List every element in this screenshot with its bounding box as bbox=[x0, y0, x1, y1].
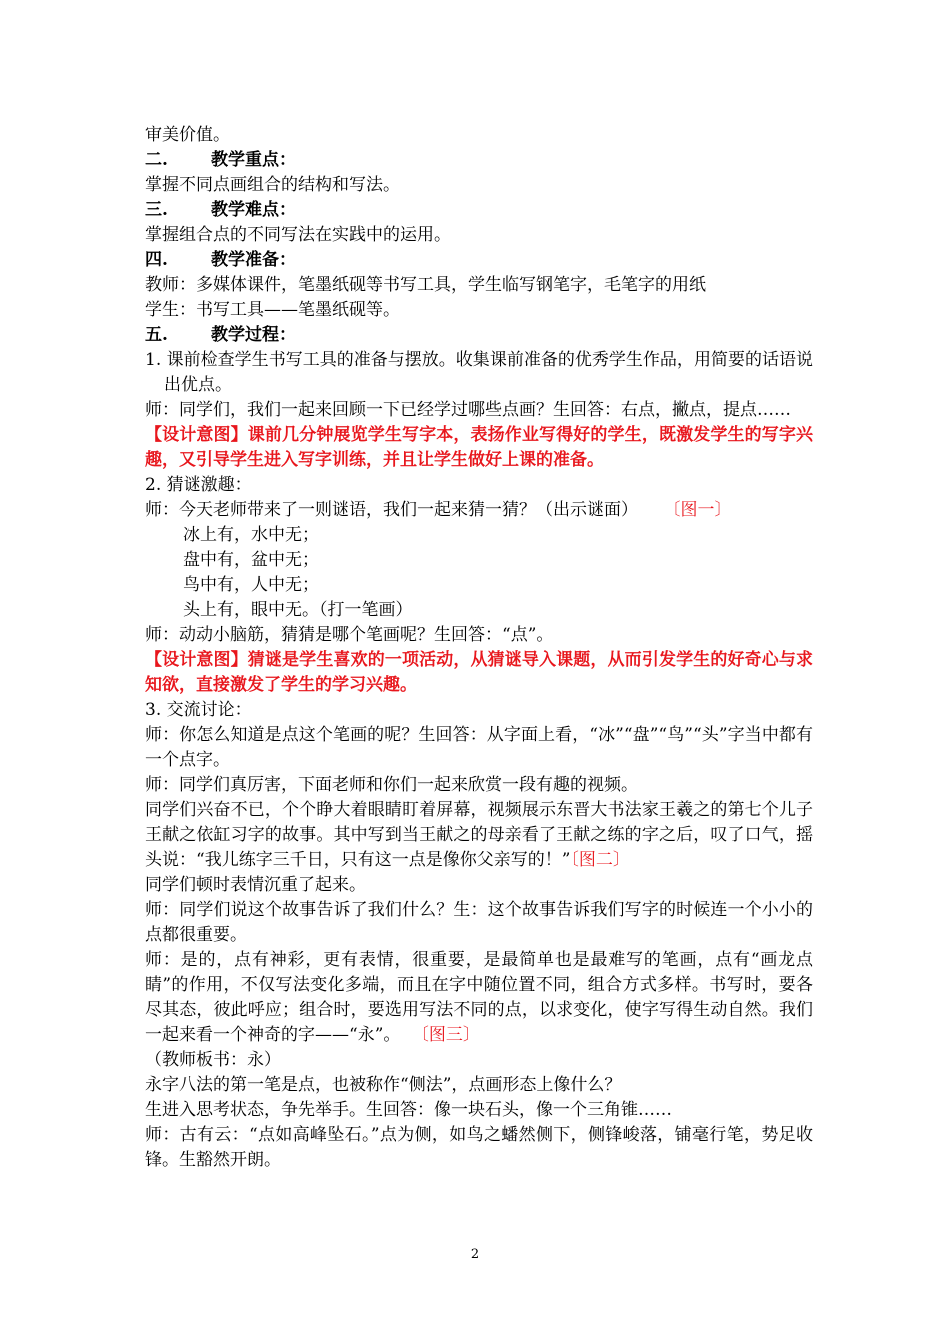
paragraph bbox=[145, 948, 813, 1048]
figure-ref-2: 〔图二〕 bbox=[570, 850, 630, 870]
section-heading-2 bbox=[145, 148, 813, 173]
paragraph: 师：同学们说这个故事告诉了我们什么？生：这个故事告诉我们写字的时候连一个小小的点都很重要。 bbox=[145, 900, 813, 945]
numbered-item-3: 3. 交流讨论： bbox=[145, 700, 252, 720]
numbered-item-2: 2. 猜谜激趣： bbox=[145, 475, 252, 495]
heading-text: 教学过程： bbox=[211, 325, 296, 345]
paragraph-text: 师：今天老师带来了一则谜语，我们一起来猜一猜？（出示谜面） bbox=[145, 500, 638, 520]
paragraph: （教师板书：永） bbox=[145, 1050, 281, 1070]
riddle-line: 盘中有，盆中无； bbox=[183, 550, 319, 570]
paragraph: 掌握不同点画组合的结构和写法。 bbox=[145, 175, 400, 195]
heading-number: 五. bbox=[145, 325, 168, 345]
section-heading-5 bbox=[145, 323, 813, 348]
paragraph bbox=[145, 498, 813, 523]
section-heading-3 bbox=[145, 198, 813, 223]
heading-text: 教学重点： bbox=[211, 150, 296, 170]
figure-ref-3: 〔图三〕 bbox=[420, 1025, 480, 1045]
paragraph: 师：同学们真厉害，下面老师和你们一起来欣赏一段有趣的视频。 bbox=[145, 775, 638, 795]
paragraph: 师：同学们，我们一起来回顾一下已经学过哪些点画？生回答：右点，撇点，提点…… bbox=[145, 400, 791, 420]
paragraph: 师：动动小脑筋，猜猜是哪个笔画呢？生回答：“点”。 bbox=[145, 625, 554, 645]
design-intent-note: 【设计意图】课前几分钟展览学生写字本，表扬作业写得好的学生，既激发学生的写字兴趣，又引导学生进入写字训练，并且让学生做好上课的准备。 bbox=[145, 425, 813, 470]
heading-number: 四. bbox=[145, 250, 168, 270]
paragraph bbox=[145, 798, 813, 873]
heading-number: 三. bbox=[145, 200, 168, 220]
heading-number: 二. bbox=[145, 150, 168, 170]
numbered-item-1: 1. 课前检查学生书写工具的准备与摆放。收集课前准备的优秀学生作品，用简要的话语说出优点。 bbox=[145, 350, 813, 395]
paragraph-text: 师：是的，点有神彩，更有表情，很重要，是最简单也是最难写的笔画，点有“画龙点睛”的作用，不仅写法变化多端，而且在字中随位置不同，组合方式多样。书写时，要各尽其态，彼此呼应；组合时，要选用写法不同的点，以求变化，使字写得生动自然。我们一起来看一个神奇的字——“永”。 bbox=[145, 950, 813, 1045]
paragraph: 师：你怎么知道是点这个笔画的呢？生回答：从字面上看，“冰”“盘”“鸟”“头”字当中都有一个点字。 bbox=[145, 725, 813, 770]
paragraph: 学生：书写工具——笔墨纸砚等。 bbox=[145, 300, 400, 320]
paragraph: 同学们顿时表情沉重了起来。 bbox=[145, 875, 366, 895]
section-heading-4 bbox=[145, 248, 813, 273]
riddle-line: 冰上有，水中无； bbox=[183, 525, 319, 545]
paragraph: 生进入思考状态，争先举手。生回答：像一块石头，像一个三角锥…… bbox=[145, 1100, 672, 1120]
riddle-line: 头上有，眼中无。（打一笔画） bbox=[183, 600, 413, 620]
paragraph: 掌握组合点的不同写法在实践中的运用。 bbox=[145, 225, 451, 245]
riddle-line: 鸟中有，人中无； bbox=[183, 575, 319, 595]
page-number: 2 bbox=[470, 1247, 480, 1262]
paragraph: 教师：多媒体课件，笔墨纸砚等书写工具，学生临写钢笔字，毛笔字的用纸 bbox=[145, 275, 706, 295]
figure-ref-1: 〔图一〕 bbox=[672, 500, 732, 520]
paragraph: 师：古有云：“点如高峰坠石。”点为侧，如鸟之蟠然侧下，侧锋峻落，铺毫行笔，势足收锋。生豁然开朗。 bbox=[145, 1125, 813, 1170]
paragraph: 审美价值。 bbox=[145, 125, 230, 145]
paragraph-text: 同学们兴奋不已，个个睁大着眼睛盯着屏幕，视频展示东晋大书法家王羲之的第七个儿子王献之依缸习字的故事。其中写到当王献之的母亲看了王献之练的字之后，叹了口气，摇头说：“我儿练字三千日，只有这一点是像你父亲写的！” bbox=[145, 800, 813, 870]
heading-text: 教学难点： bbox=[211, 200, 296, 220]
document-body bbox=[145, 123, 813, 1173]
design-intent-note: 【设计意图】猜谜是学生喜欢的一项活动，从猜谜导入课题，从而引发学生的好奇心与求知欲，直接激发了学生的学习兴趣。 bbox=[145, 650, 813, 695]
heading-text: 教学准备： bbox=[211, 250, 296, 270]
paragraph: 永字八法的第一笔是点，也被称作“侧法”，点画形态上像什么？ bbox=[145, 1075, 622, 1095]
